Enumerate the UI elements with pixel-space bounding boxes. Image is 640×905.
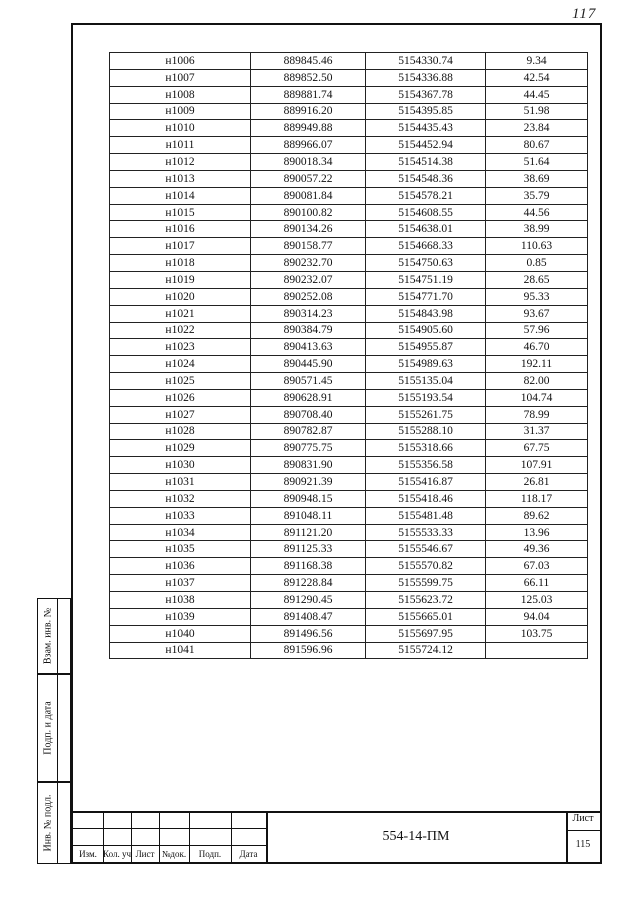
length-cell	[486, 642, 588, 659]
table-row	[110, 137, 588, 154]
point-name-cell: н1025	[110, 373, 251, 390]
point-name-cell: н1029	[110, 440, 251, 457]
length-cell: 9.34	[486, 53, 588, 70]
point-name-cell: н1026	[110, 389, 251, 406]
point-name-cell: н1036	[110, 558, 251, 575]
side-stamp-cell-replacement	[37, 598, 71, 674]
point-name-cell: н1015	[110, 204, 251, 221]
y-coordinate-cell: 5154452.94	[366, 137, 486, 154]
length-cell: 94.04	[486, 608, 588, 625]
length-cell: 66.11	[486, 575, 588, 592]
document-code: 554-14-ПМ	[382, 828, 450, 844]
table-row	[110, 642, 588, 659]
length-cell: 95.33	[486, 288, 588, 305]
point-name-cell: н1034	[110, 524, 251, 541]
length-cell: 118.17	[486, 490, 588, 507]
x-coordinate-cell: 890782.87	[251, 423, 366, 440]
point-name-cell: н1028	[110, 423, 251, 440]
point-name-cell: н1006	[110, 53, 251, 70]
y-coordinate-cell: 5154435.43	[366, 120, 486, 137]
x-coordinate-cell: 891125.33	[251, 541, 366, 558]
x-coordinate-cell: 890708.40	[251, 406, 366, 423]
length-cell: 80.67	[486, 137, 588, 154]
y-coordinate-cell: 5154668.33	[366, 238, 486, 255]
table-row	[110, 558, 588, 575]
table-row	[110, 154, 588, 171]
sheet-label: Лист	[572, 813, 594, 824]
length-cell: 0.85	[486, 255, 588, 272]
side-stamp	[37, 598, 71, 864]
length-cell: 31.37	[486, 423, 588, 440]
x-coordinate-cell: 891048.11	[251, 507, 366, 524]
table-row	[110, 524, 588, 541]
point-name-cell: н1038	[110, 592, 251, 609]
length-cell: 51.98	[486, 103, 588, 120]
point-name-cell: н1032	[110, 490, 251, 507]
point-name-cell: н1011	[110, 137, 251, 154]
table-row	[110, 238, 588, 255]
table-row	[110, 255, 588, 272]
point-name-cell: н1022	[110, 322, 251, 339]
length-cell: 42.54	[486, 69, 588, 86]
table-row	[110, 389, 588, 406]
title-block	[73, 811, 600, 862]
table-row	[110, 592, 588, 609]
x-coordinate-cell: 890628.91	[251, 389, 366, 406]
coordinates-table	[109, 52, 588, 659]
side-stamp-cell-signature	[37, 674, 71, 782]
table-row	[110, 170, 588, 187]
x-coordinate-cell: 890571.45	[251, 373, 366, 390]
table-row	[110, 507, 588, 524]
length-cell: 125.03	[486, 592, 588, 609]
length-cell: 110.63	[486, 238, 588, 255]
length-cell: 67.03	[486, 558, 588, 575]
table-row	[110, 271, 588, 288]
length-cell: 107.91	[486, 457, 588, 474]
title-block-label-data: Дата	[239, 849, 258, 859]
y-coordinate-cell: 5154367.78	[366, 86, 486, 103]
side-stamp-label: Взам. инв. №	[42, 607, 53, 665]
point-name-cell: н1020	[110, 288, 251, 305]
table-row	[110, 373, 588, 390]
title-block-label-izm: Изм.	[79, 849, 97, 859]
x-coordinate-cell: 890158.77	[251, 238, 366, 255]
y-coordinate-cell: 5155697.95	[366, 625, 486, 642]
point-name-cell: н1008	[110, 86, 251, 103]
table-row	[110, 608, 588, 625]
point-name-cell: н1041	[110, 642, 251, 659]
table-row	[110, 305, 588, 322]
point-name-cell: н1040	[110, 625, 251, 642]
y-coordinate-cell: 5154989.63	[366, 356, 486, 373]
table-row	[110, 625, 588, 642]
table-row	[110, 120, 588, 137]
x-coordinate-cell: 890921.39	[251, 474, 366, 491]
table-row	[110, 474, 588, 491]
length-cell: 104.74	[486, 389, 588, 406]
point-name-cell: н1018	[110, 255, 251, 272]
table-row	[110, 339, 588, 356]
y-coordinate-cell: 5155599.75	[366, 575, 486, 592]
x-coordinate-cell: 889949.88	[251, 120, 366, 137]
point-name-cell: н1037	[110, 575, 251, 592]
length-cell: 57.96	[486, 322, 588, 339]
x-coordinate-cell: 890384.79	[251, 322, 366, 339]
y-coordinate-cell: 5154955.87	[366, 339, 486, 356]
x-coordinate-cell: 890831.90	[251, 457, 366, 474]
length-cell: 51.64	[486, 154, 588, 171]
length-cell: 13.96	[486, 524, 588, 541]
point-name-cell: н1017	[110, 238, 251, 255]
table-row	[110, 406, 588, 423]
table-row	[110, 204, 588, 221]
x-coordinate-cell: 890232.70	[251, 255, 366, 272]
point-name-cell: н1030	[110, 457, 251, 474]
title-block-label-list: Лист	[135, 849, 155, 859]
length-cell: 38.99	[486, 221, 588, 238]
length-cell: 82.00	[486, 373, 588, 390]
y-coordinate-cell: 5154638.01	[366, 221, 486, 238]
y-coordinate-cell: 5154578.21	[366, 187, 486, 204]
length-cell: 93.67	[486, 305, 588, 322]
y-coordinate-cell: 5155570.82	[366, 558, 486, 575]
y-coordinate-cell: 5155318.66	[366, 440, 486, 457]
x-coordinate-cell: 891408.47	[251, 608, 366, 625]
handwritten-page-number: 117	[572, 6, 597, 22]
table-row	[110, 356, 588, 373]
point-name-cell: н1021	[110, 305, 251, 322]
y-coordinate-cell: 5154905.60	[366, 322, 486, 339]
x-coordinate-cell: 890081.84	[251, 187, 366, 204]
x-coordinate-cell: 890134.26	[251, 221, 366, 238]
table-row	[110, 322, 588, 339]
y-coordinate-cell: 5155356.58	[366, 457, 486, 474]
x-coordinate-cell: 889916.20	[251, 103, 366, 120]
point-name-cell: н1027	[110, 406, 251, 423]
x-coordinate-cell: 891596.96	[251, 642, 366, 659]
side-stamp-cell-original	[37, 782, 71, 864]
point-name-cell: н1010	[110, 120, 251, 137]
y-coordinate-cell: 5155533.33	[366, 524, 486, 541]
y-coordinate-cell: 5155623.72	[366, 592, 486, 609]
y-coordinate-cell: 5154843.98	[366, 305, 486, 322]
y-coordinate-cell: 5155724.12	[366, 642, 486, 659]
sheet-number: 115	[575, 839, 591, 850]
length-cell: 78.99	[486, 406, 588, 423]
x-coordinate-cell: 891121.20	[251, 524, 366, 541]
table-row	[110, 541, 588, 558]
x-coordinate-cell: 890100.82	[251, 204, 366, 221]
table-row	[110, 288, 588, 305]
length-cell: 46.70	[486, 339, 588, 356]
x-coordinate-cell: 889966.07	[251, 137, 366, 154]
point-name-cell: н1033	[110, 507, 251, 524]
title-block-label-podp: Подп.	[198, 849, 222, 859]
side-stamp-label: Подп. и дата	[42, 701, 53, 755]
point-name-cell: н1019	[110, 271, 251, 288]
length-cell: 26.81	[486, 474, 588, 491]
side-stamp-label: Инв. № подл.	[42, 794, 53, 852]
y-coordinate-cell: 5155481.48	[366, 507, 486, 524]
y-coordinate-cell: 5154336.88	[366, 69, 486, 86]
x-coordinate-cell: 889881.74	[251, 86, 366, 103]
point-name-cell: н1039	[110, 608, 251, 625]
table-row	[110, 423, 588, 440]
y-coordinate-cell: 5155135.04	[366, 373, 486, 390]
title-block-label-kol-uch: Кол. уч	[103, 849, 131, 859]
y-coordinate-cell: 5155665.01	[366, 608, 486, 625]
x-coordinate-cell: 890948.15	[251, 490, 366, 507]
x-coordinate-cell: 891496.56	[251, 625, 366, 642]
table-row	[110, 440, 588, 457]
length-cell: 49.36	[486, 541, 588, 558]
x-coordinate-cell: 891228.84	[251, 575, 366, 592]
y-coordinate-cell: 5155261.75	[366, 406, 486, 423]
y-coordinate-cell: 5154751.19	[366, 271, 486, 288]
table-row	[110, 221, 588, 238]
y-coordinate-cell: 5154548.36	[366, 170, 486, 187]
table-row	[110, 457, 588, 474]
y-coordinate-cell: 5155416.87	[366, 474, 486, 491]
x-coordinate-cell: 890445.90	[251, 356, 366, 373]
length-cell: 35.79	[486, 187, 588, 204]
point-name-cell: н1014	[110, 187, 251, 204]
length-cell: 192.11	[486, 356, 588, 373]
length-cell: 89.62	[486, 507, 588, 524]
title-block-label-ndok: №док.	[161, 849, 187, 859]
length-cell: 38.69	[486, 170, 588, 187]
table-row	[110, 103, 588, 120]
x-coordinate-cell: 890314.23	[251, 305, 366, 322]
x-coordinate-cell: 889845.46	[251, 53, 366, 70]
x-coordinate-cell: 889852.50	[251, 69, 366, 86]
y-coordinate-cell: 5155288.10	[366, 423, 486, 440]
x-coordinate-cell: 891168.38	[251, 558, 366, 575]
y-coordinate-cell: 5154514.38	[366, 154, 486, 171]
point-name-cell: н1024	[110, 356, 251, 373]
y-coordinate-cell: 5154771.70	[366, 288, 486, 305]
x-coordinate-cell: 891290.45	[251, 592, 366, 609]
y-coordinate-cell: 5155418.46	[366, 490, 486, 507]
point-name-cell: н1009	[110, 103, 251, 120]
y-coordinate-cell: 5154608.55	[366, 204, 486, 221]
point-name-cell: н1035	[110, 541, 251, 558]
y-coordinate-cell: 5154330.74	[366, 53, 486, 70]
length-cell: 28.65	[486, 271, 588, 288]
length-cell: 67.75	[486, 440, 588, 457]
point-name-cell: н1012	[110, 154, 251, 171]
table-row	[110, 575, 588, 592]
y-coordinate-cell: 5154750.63	[366, 255, 486, 272]
point-name-cell: н1023	[110, 339, 251, 356]
x-coordinate-cell: 890775.75	[251, 440, 366, 457]
x-coordinate-cell: 890252.08	[251, 288, 366, 305]
y-coordinate-cell: 5155193.54	[366, 389, 486, 406]
table-row	[110, 187, 588, 204]
length-cell: 23.84	[486, 120, 588, 137]
table-row	[110, 69, 588, 86]
length-cell: 44.56	[486, 204, 588, 221]
x-coordinate-cell: 890057.22	[251, 170, 366, 187]
point-name-cell: н1013	[110, 170, 251, 187]
y-coordinate-cell: 5154395.85	[366, 103, 486, 120]
x-coordinate-cell: 890232.07	[251, 271, 366, 288]
table-row	[110, 490, 588, 507]
x-coordinate-cell: 890413.63	[251, 339, 366, 356]
table-row	[110, 86, 588, 103]
x-coordinate-cell: 890018.34	[251, 154, 366, 171]
point-name-cell: н1007	[110, 69, 251, 86]
length-cell: 44.45	[486, 86, 588, 103]
point-name-cell: н1016	[110, 221, 251, 238]
y-coordinate-cell: 5155546.67	[366, 541, 486, 558]
length-cell: 103.75	[486, 625, 588, 642]
table-row	[110, 53, 588, 70]
point-name-cell: н1031	[110, 474, 251, 491]
